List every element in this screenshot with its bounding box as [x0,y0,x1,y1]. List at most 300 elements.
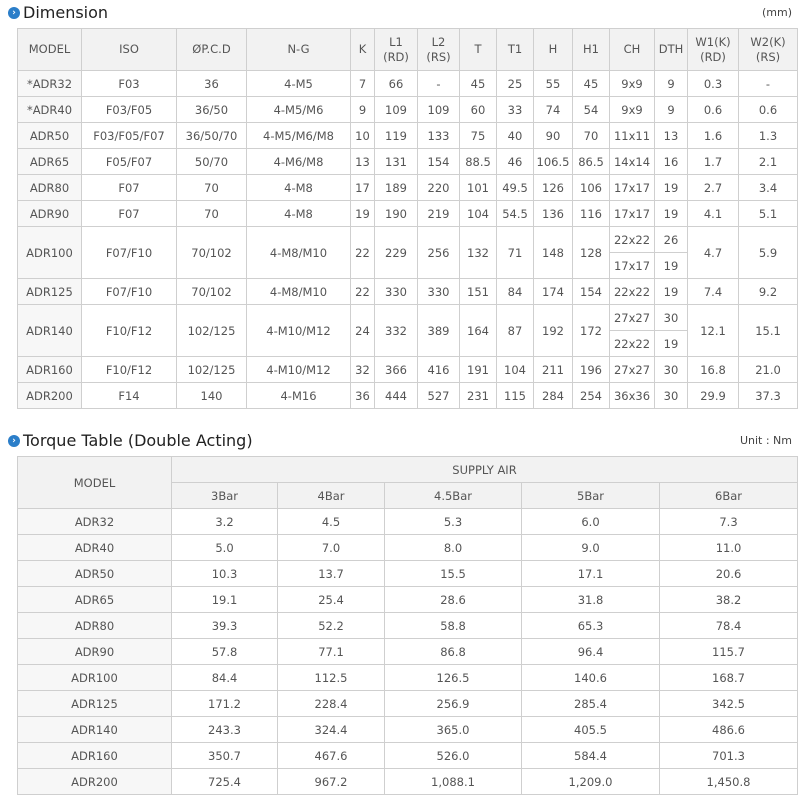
cell-k: 36 [351,383,375,409]
cell-h: 192 [534,305,573,357]
cell-dth: 30 [655,305,688,331]
cell-bar45: 28.6 [385,587,522,613]
cell-bar4: 324.4 [278,717,385,743]
col-l2-label: L2 [431,34,446,49]
cell-h: 136 [534,201,573,227]
cell-model: ADR125 [18,691,172,717]
cell-dth: 19 [655,279,688,305]
cell-h: 284 [534,383,573,409]
cell-w1: 1.7 [688,149,739,175]
cell-ng: 4-M5/M6 [247,97,351,123]
cell-h1: 254 [573,383,610,409]
cell-pcd: 70 [177,175,247,201]
cell-bar4: 467.6 [278,743,385,769]
cell-w1: 29.9 [688,383,739,409]
cell-bar5: 9.0 [522,535,660,561]
col-dth: DTH [655,29,688,71]
cell-bar45: 365.0 [385,717,522,743]
cell-t1: 33 [497,97,534,123]
cell-w2: 2.1 [739,149,798,175]
cell-w1: 2.7 [688,175,739,201]
cell-t: 231 [460,383,497,409]
cell-bar5: 584.4 [522,743,660,769]
cell-l2: 330 [418,279,460,305]
cell-l2: 389 [418,305,460,357]
cell-t1: 87 [497,305,534,357]
cell-ng: 4-M10/M12 [247,357,351,383]
cell-h1: 45 [573,71,610,97]
cell-l2: 527 [418,383,460,409]
col-t1: T1 [497,29,534,71]
cell-model: ADR140 [18,717,172,743]
cell-model: ADR50 [18,561,172,587]
cell-iso: F07/F10 [82,279,177,305]
cell-dth: 30 [655,383,688,409]
col-h: H [534,29,573,71]
cell-model: *ADR40 [18,97,82,123]
cell-bar3: 171.2 [172,691,278,717]
cell-dth: 13 [655,123,688,149]
cell-pcd: 102/125 [177,305,247,357]
cell-l2: 219 [418,201,460,227]
cell-l1: 444 [375,383,418,409]
cell-ch: 9x9 [610,71,655,97]
cell-ch: 17x17 [610,201,655,227]
cell-pcd: 50/70 [177,149,247,175]
cell-h: 126 [534,175,573,201]
cell-model: ADR125 [18,279,82,305]
cell-w1: 16.8 [688,357,739,383]
col-4bar: 4Bar [278,483,385,509]
cell-bar4: 52.2 [278,613,385,639]
col-l1 [375,29,418,71]
dimension-row [18,175,798,201]
cell-bar45: 58.8 [385,613,522,639]
cell-l1: 229 [375,227,418,279]
cell-w2: - [739,71,798,97]
cell-ch: 22x22 [610,227,655,253]
cell-bar6: 486.6 [660,717,798,743]
cell-l1: 190 [375,201,418,227]
cell-bar45: 8.0 [385,535,522,561]
torque-row [18,665,798,691]
col-w2 [739,29,798,71]
cell-pcd: 140 [177,383,247,409]
cell-t1: 54.5 [497,201,534,227]
cell-dth: 19 [655,331,688,357]
cell-dth: 26 [655,227,688,253]
cell-model: ADR90 [18,201,82,227]
col-torque-model: MODEL [18,457,172,509]
cell-l1: 189 [375,175,418,201]
cell-t: 104 [460,201,497,227]
cell-bar3: 10.3 [172,561,278,587]
dimension-table-body [18,71,798,409]
cell-bar3: 39.3 [172,613,278,639]
cell-iso: F07 [82,175,177,201]
cell-t: 101 [460,175,497,201]
dimension-row [18,305,798,331]
cell-l2: 133 [418,123,460,149]
cell-h: 174 [534,279,573,305]
col-k: K [351,29,375,71]
cell-bar5: 405.5 [522,717,660,743]
col-w1-label: W1(K) [695,34,731,49]
cell-bar5: 65.3 [522,613,660,639]
cell-bar3: 243.3 [172,717,278,743]
cell-t: 60 [460,97,497,123]
cell-model: ADR200 [18,769,172,795]
cell-iso: F03/F05 [82,97,177,123]
cell-k: 22 [351,227,375,279]
torque-section-header [8,430,798,452]
dimension-header-row [18,29,798,71]
cell-iso: F03 [82,71,177,97]
col-t: T [460,29,497,71]
col-w1 [688,29,739,71]
cell-l2: 154 [418,149,460,175]
dimension-table [17,28,798,409]
cell-bar3: 84.4 [172,665,278,691]
cell-model: ADR160 [18,743,172,769]
cell-pcd: 70/102 [177,279,247,305]
cell-t1: 84 [497,279,534,305]
cell-h1: 128 [573,227,610,279]
cell-bar6: 1,450.8 [660,769,798,795]
cell-l1: 109 [375,97,418,123]
col-ch: CH [610,29,655,71]
col-3bar: 3Bar [172,483,278,509]
dimension-row [18,279,798,305]
torque-row [18,769,798,795]
cell-h: 90 [534,123,573,149]
cell-model: ADR160 [18,357,82,383]
cell-bar3: 19.1 [172,587,278,613]
col-iso: ISO [82,29,177,71]
col-w1-sub: (RD) [700,49,726,64]
cell-ng: 4-M8/M10 [247,279,351,305]
cell-w1: 4.7 [688,227,739,279]
cell-model: ADR90 [18,639,172,665]
chevron-right-icon: › [8,7,20,19]
cell-ch: 22x22 [610,279,655,305]
cell-h1: 116 [573,201,610,227]
cell-h1: 54 [573,97,610,123]
cell-model: ADR200 [18,383,82,409]
cell-k: 7 [351,71,375,97]
cell-t1: 115 [497,383,534,409]
torque-row [18,587,798,613]
cell-w2: 3.4 [739,175,798,201]
cell-bar45: 1,088.1 [385,769,522,795]
cell-l2: - [418,71,460,97]
cell-t: 75 [460,123,497,149]
dimension-section-header [8,2,798,24]
cell-ch: 11x11 [610,123,655,149]
cell-h1: 196 [573,357,610,383]
cell-dth: 9 [655,97,688,123]
cell-bar5: 1,209.0 [522,769,660,795]
dimension-row [18,71,798,97]
cell-bar3: 3.2 [172,509,278,535]
cell-w2: 9.2 [739,279,798,305]
torque-row [18,509,798,535]
cell-k: 32 [351,357,375,383]
cell-bar5: 285.4 [522,691,660,717]
cell-bar5: 17.1 [522,561,660,587]
torque-row [18,743,798,769]
torque-row [18,691,798,717]
cell-ng: 4-M6/M8 [247,149,351,175]
cell-bar45: 256.9 [385,691,522,717]
cell-l2: 109 [418,97,460,123]
cell-iso: F10/F12 [82,357,177,383]
dimension-row [18,97,798,123]
dimension-unit: (mm) [761,6,792,19]
dimension-row [18,383,798,409]
cell-ch: 9x9 [610,97,655,123]
cell-t1: 49.5 [497,175,534,201]
cell-k: 10 [351,123,375,149]
cell-l1: 330 [375,279,418,305]
cell-pcd: 36/50/70 [177,123,247,149]
cell-bar6: 342.5 [660,691,798,717]
cell-dth: 19 [655,175,688,201]
cell-ch: 14x14 [610,149,655,175]
cell-k: 9 [351,97,375,123]
cell-h1: 70 [573,123,610,149]
cell-k: 19 [351,201,375,227]
cell-iso: F07 [82,201,177,227]
cell-bar3: 57.8 [172,639,278,665]
cell-pcd: 36/50 [177,97,247,123]
cell-t: 45 [460,71,497,97]
col-w2-label: W2(K) [750,34,786,49]
cell-ch: 17x17 [610,253,655,279]
cell-ng: 4-M8 [247,201,351,227]
cell-bar6: 20.6 [660,561,798,587]
cell-k: 24 [351,305,375,357]
cell-w1: 1.6 [688,123,739,149]
cell-h: 74 [534,97,573,123]
cell-dth: 19 [655,253,688,279]
dimension-row [18,123,798,149]
cell-ng: 4-M5/M6/M8 [247,123,351,149]
dimension-title: Dimension [23,3,109,22]
cell-l1: 366 [375,357,418,383]
cell-model: ADR40 [18,535,172,561]
cell-model: ADR140 [18,305,82,357]
cell-pcd: 70 [177,201,247,227]
cell-bar5: 6.0 [522,509,660,535]
cell-bar4: 967.2 [278,769,385,795]
col-w2-sub: (RS) [755,49,781,64]
cell-model: ADR100 [18,665,172,691]
cell-h: 106.5 [534,149,573,175]
cell-bar4: 228.4 [278,691,385,717]
cell-l1: 66 [375,71,418,97]
col-6bar: 6Bar [660,483,798,509]
torque-row [18,613,798,639]
cell-w1: 0.6 [688,97,739,123]
torque-header-row [18,457,798,483]
cell-t: 132 [460,227,497,279]
cell-iso: F14 [82,383,177,409]
cell-bar4: 112.5 [278,665,385,691]
cell-bar6: 7.3 [660,509,798,535]
col-h1: H1 [573,29,610,71]
cell-h: 148 [534,227,573,279]
cell-bar6: 115.7 [660,639,798,665]
cell-pcd: 36 [177,71,247,97]
cell-l1: 119 [375,123,418,149]
dimension-row [18,201,798,227]
col-ng: N-G [247,29,351,71]
cell-k: 13 [351,149,375,175]
cell-bar4: 7.0 [278,535,385,561]
cell-bar5: 140.6 [522,665,660,691]
cell-w2: 37.3 [739,383,798,409]
cell-h: 211 [534,357,573,383]
torque-row [18,717,798,743]
cell-l1: 131 [375,149,418,175]
cell-l2: 256 [418,227,460,279]
col-l2-sub: (RS) [426,49,451,64]
cell-w2: 5.9 [739,227,798,279]
cell-ch: 27x27 [610,305,655,331]
cell-bar4: 13.7 [278,561,385,587]
cell-ng: 4-M5 [247,71,351,97]
torque-table [17,456,798,795]
cell-t1: 25 [497,71,534,97]
cell-ng: 4-M8 [247,175,351,201]
cell-model: ADR50 [18,123,82,149]
cell-bar45: 15.5 [385,561,522,587]
cell-bar45: 526.0 [385,743,522,769]
cell-w1: 4.1 [688,201,739,227]
col-supply-air: SUPPLY AIR [172,457,798,483]
cell-bar6: 78.4 [660,613,798,639]
cell-bar45: 5.3 [385,509,522,535]
cell-bar3: 725.4 [172,769,278,795]
cell-bar6: 701.3 [660,743,798,769]
cell-dth: 9 [655,71,688,97]
col-model: MODEL [18,29,82,71]
chevron-right-icon: › [8,435,20,447]
cell-pcd: 70/102 [177,227,247,279]
col-4-5bar: 4.5Bar [385,483,522,509]
cell-t1: 104 [497,357,534,383]
cell-t1: 71 [497,227,534,279]
col-l2 [418,29,460,71]
cell-l1: 332 [375,305,418,357]
cell-t1: 46 [497,149,534,175]
cell-ch: 27x27 [610,357,655,383]
cell-model: ADR32 [18,509,172,535]
cell-w2: 5.1 [739,201,798,227]
cell-ng: 4-M8/M10 [247,227,351,279]
cell-ng: 4-M16 [247,383,351,409]
cell-l2: 416 [418,357,460,383]
cell-bar3: 5.0 [172,535,278,561]
cell-bar45: 86.8 [385,639,522,665]
cell-w1: 12.1 [688,305,739,357]
cell-bar4: 25.4 [278,587,385,613]
cell-w2: 1.3 [739,123,798,149]
col-pcd: ØP.C.D [177,29,247,71]
col-5bar: 5Bar [522,483,660,509]
cell-bar4: 77.1 [278,639,385,665]
cell-bar6: 38.2 [660,587,798,613]
cell-bar6: 168.7 [660,665,798,691]
dimension-row [18,149,798,175]
cell-h1: 172 [573,305,610,357]
torque-unit: Unit : Nm [739,434,792,447]
cell-w1: 0.3 [688,71,739,97]
cell-w1: 7.4 [688,279,739,305]
cell-bar6: 11.0 [660,535,798,561]
col-l1-label: L1 [389,34,403,49]
cell-model: ADR80 [18,613,172,639]
cell-k: 17 [351,175,375,201]
cell-t: 164 [460,305,497,357]
cell-model: ADR65 [18,149,82,175]
cell-bar5: 31.8 [522,587,660,613]
cell-bar3: 350.7 [172,743,278,769]
cell-t: 151 [460,279,497,305]
dimension-row [18,357,798,383]
cell-model: *ADR32 [18,71,82,97]
cell-iso: F10/F12 [82,305,177,357]
cell-model: ADR65 [18,587,172,613]
cell-ch: 17x17 [610,175,655,201]
cell-model: ADR80 [18,175,82,201]
cell-h1: 106 [573,175,610,201]
cell-model: ADR100 [18,227,82,279]
dimension-row [18,227,798,253]
torque-row [18,561,798,587]
cell-bar45: 126.5 [385,665,522,691]
torque-row [18,639,798,665]
cell-dth: 19 [655,201,688,227]
cell-t1: 40 [497,123,534,149]
cell-pcd: 102/125 [177,357,247,383]
cell-ch: 36x36 [610,383,655,409]
cell-bar4: 4.5 [278,509,385,535]
cell-t: 191 [460,357,497,383]
cell-t: 88.5 [460,149,497,175]
cell-bar5: 96.4 [522,639,660,665]
cell-w2: 21.0 [739,357,798,383]
cell-ng: 4-M10/M12 [247,305,351,357]
cell-dth: 16 [655,149,688,175]
cell-k: 22 [351,279,375,305]
cell-w2: 0.6 [739,97,798,123]
col-l1-sub: (RD) [383,49,409,64]
cell-ch: 22x22 [610,331,655,357]
torque-table-body [18,509,798,795]
cell-h1: 154 [573,279,610,305]
torque-row [18,535,798,561]
cell-iso: F07/F10 [82,227,177,279]
cell-h: 55 [534,71,573,97]
torque-title: Torque Table (Double Acting) [23,431,253,450]
cell-dth: 30 [655,357,688,383]
cell-l2: 220 [418,175,460,201]
cell-iso: F05/F07 [82,149,177,175]
cell-iso: F03/F05/F07 [82,123,177,149]
cell-w2: 15.1 [739,305,798,357]
